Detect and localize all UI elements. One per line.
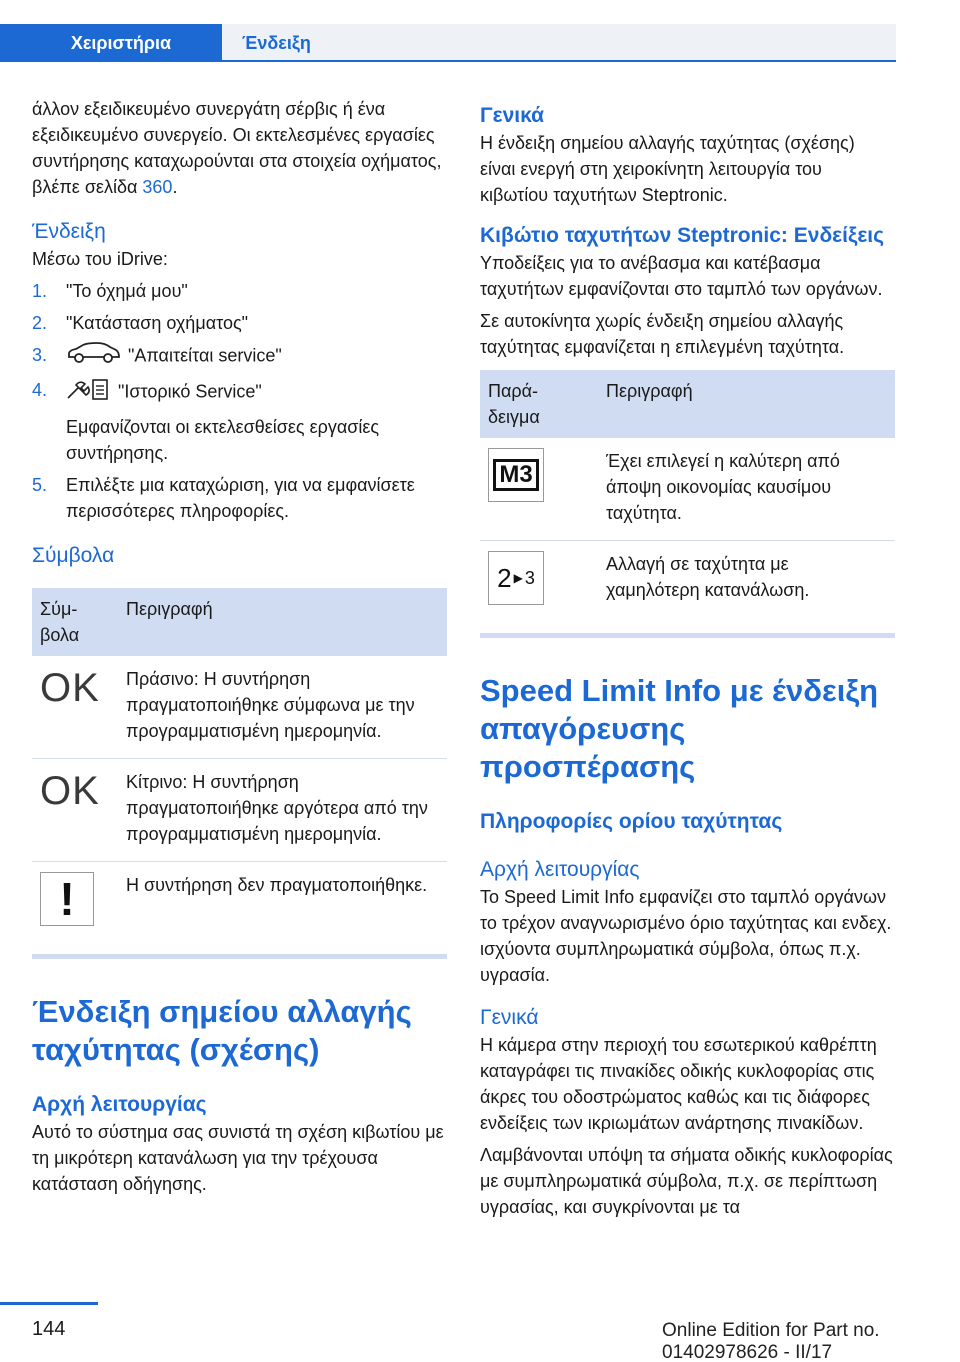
header-cell: Παρά-δειγμα <box>480 370 598 438</box>
general2-text-2: Λαμβάνονται υπόψη τα σήματα οδικής κυκλοφορίας με συμπληρωματικά σύμβολα, π.χ. σε περίπτωση υγρασίας, και συγκρίνονται με τα <box>480 1145 893 1217</box>
table-header-row <box>32 588 447 656</box>
car-icon <box>66 342 120 371</box>
edition-text: Online Edition for Part no. 01402978626 - II/17 <box>662 1320 880 1362</box>
steps-list <box>32 278 447 524</box>
page-number: 144 <box>32 1318 66 1340</box>
exclamation-icon: ! <box>40 872 94 926</box>
tab-controls[interactable]: Χειριστήρια <box>0 24 222 62</box>
general2-text-1: Η κάμερα στην περιοχή του εσωτερικού καθρέπτη καταγράφει τις πινακίδες οδικής κυκλοφορίας στις άκρες του οδοστρώματος καθώς και τις διάφορες ενδείξεις των ικριωμάτων ανάρτησης πινακίδων. <box>480 1035 877 1133</box>
step-subtext: Εμφανίζονται οι εκτελεσθείσες εργασίες συντήρησης. <box>66 417 380 463</box>
intro-end: . <box>172 177 178 197</box>
table-row <box>32 862 447 941</box>
header-cell: Σύμ-βολα <box>32 588 118 656</box>
step-text: Επιλέξτε μια καταχώριση, για να εμφανίσετε περισσότερες πληροφορίες. <box>66 475 415 521</box>
heading-shift-indicator: Ένδειξη σημείου αλλαγής ταχύτητας (σχέσης) <box>32 994 412 1067</box>
examples-table <box>480 370 895 619</box>
description-cell: Κίτρινο: Η συντήρηση πραγματοποιήθηκε αργότερα από την προγραμματισμένη ημερομηνία. <box>118 759 447 862</box>
gear-2-to-3-icon <box>488 551 544 605</box>
table-row <box>480 438 895 541</box>
table-row <box>32 656 447 759</box>
step-number: 1. <box>32 281 48 301</box>
header-cell: Περιγραφή <box>118 588 447 656</box>
heading-general-2: Γενικά <box>480 1006 539 1029</box>
right-column <box>480 102 895 1226</box>
step-number: 4. <box>32 380 48 400</box>
symbol-cell <box>32 862 118 941</box>
steptronic-text-1: Υποδείξεις για το ανέβασμα και κατέβασμα ταχυτήτων εμφανίζονται στο ταμπλό των οργάνων. <box>480 253 883 299</box>
symbol-cell <box>32 656 118 759</box>
symbol-cell <box>32 759 118 862</box>
tab-display[interactable]: Ένδειξη <box>222 24 896 62</box>
heading-general: Γενικά <box>480 104 545 127</box>
gear-m3-label: M3 <box>493 459 538 491</box>
arrow-right-icon: ▶ <box>513 571 523 585</box>
heading-display: Ένδειξη <box>32 220 106 243</box>
ok-green-icon: OK <box>40 666 100 710</box>
step-text: "Κατάσταση οχήματος" <box>66 313 249 333</box>
via-idrive-text: Μέσω του iDrive: <box>32 249 168 269</box>
principle-text-2: Το Speed Limit Info εμφανίζει στο ταμπλό οργάνων το τρέχον αναγνωρισμένο όριο ταχύτητας και ενδεχ. ισχύοντα συμπληρωματικά σύμβολα, όπως π.χ. υγρασία. <box>480 887 892 985</box>
step-item <box>32 377 447 466</box>
table-row <box>32 759 447 862</box>
step-text: "Το όχημά μου" <box>66 281 188 301</box>
service-history-icon <box>66 377 110 408</box>
principle-text: Αυτό το σύστημα σας συνιστά τη σχέση κιβωτίου με τη μικρότερη κατανάλωση για την τρέχουσα κατάσταση οδήγησης. <box>32 1122 444 1194</box>
heading-steptronic: Κιβώτιο ταχυτήτων Steptronic: Ενδείξεις <box>480 224 885 247</box>
description-cell: Αλλαγή σε ταχύτητα με χαμηλότερη κατανάλωση. <box>606 554 810 600</box>
symbol-cell <box>480 438 598 541</box>
heading-principle-2: Αρχή λειτουργίας <box>480 858 640 881</box>
general-text: Η ένδειξη σημείου αλλαγής ταχύτητας (σχέσης) είναι ενεργή στη χειροκίνητη λειτουργία του κιβωτίου ταχυτήτων Steptronic. <box>480 133 855 205</box>
gear-m3-icon <box>488 448 544 502</box>
table-end-rule <box>32 954 447 959</box>
heading-speed-limit-info: Speed Limit Info με ένδειξη απαγόρευσης προσπέρασης <box>480 673 879 784</box>
symbols-table <box>32 588 447 940</box>
intro-paragraph <box>32 96 447 200</box>
description-cell: Έχει επιλεγεί η καλύτερη από άποψη οικονομίας καυσίμου ταχύτητα. <box>598 438 895 541</box>
heading-speed-info: Πληροφορίες ορίου ταχύτητας <box>480 810 783 833</box>
header-divider <box>0 60 896 62</box>
step-item <box>32 278 447 304</box>
gear-target: 3 <box>524 568 535 588</box>
step-item <box>32 342 447 371</box>
left-column <box>32 96 447 1203</box>
ok-yellow-icon: OK <box>40 769 100 813</box>
header-bar <box>0 0 896 62</box>
step-item <box>32 472 447 524</box>
step-number: 5. <box>32 475 48 495</box>
intro-text: άλλον εξειδικευμένο συνεργάτη σέρβις ή ένα εξειδικευμένο συνεργείο. Οι εκτελεσμένες εργασίες συντήρησης καταχωρούνται στα στοιχεία οχήματος, βλέπε σελίδα <box>32 99 442 197</box>
header-cell: Περιγραφή <box>598 370 895 438</box>
description-cell: Πράσινο: Η συντήρηση πραγματοποιήθηκε σύμφωνα με την προγραμματισμένη ημερομηνία. <box>118 656 447 759</box>
step-text: "Ιστορικό Service" <box>118 381 262 402</box>
symbol-cell <box>480 541 598 620</box>
step-text: "Απαιτείται service" <box>128 345 282 366</box>
table-end-rule <box>480 633 895 638</box>
step-item <box>32 310 447 336</box>
footer-rule <box>0 1302 98 1305</box>
heading-symbols: Σύμβολα <box>32 544 115 567</box>
gear-current: 2 <box>497 563 512 593</box>
page-link[interactable]: 360 <box>142 177 173 197</box>
step-number: 3. <box>32 345 48 365</box>
heading-principle: Αρχή λειτουργίας <box>32 1093 207 1116</box>
description-cell: Η συντήρηση δεν πραγματοποιήθηκε. <box>126 875 428 895</box>
step-number: 2. <box>32 313 48 333</box>
steptronic-text-2: Σε αυτοκίνητα χωρίς ένδειξη σημείου αλλαγής ταχύτητας εμφανίζεται η επιλεγμένη ταχύτητα. <box>480 311 845 357</box>
table-row <box>480 541 895 620</box>
table-header-row <box>480 370 895 438</box>
